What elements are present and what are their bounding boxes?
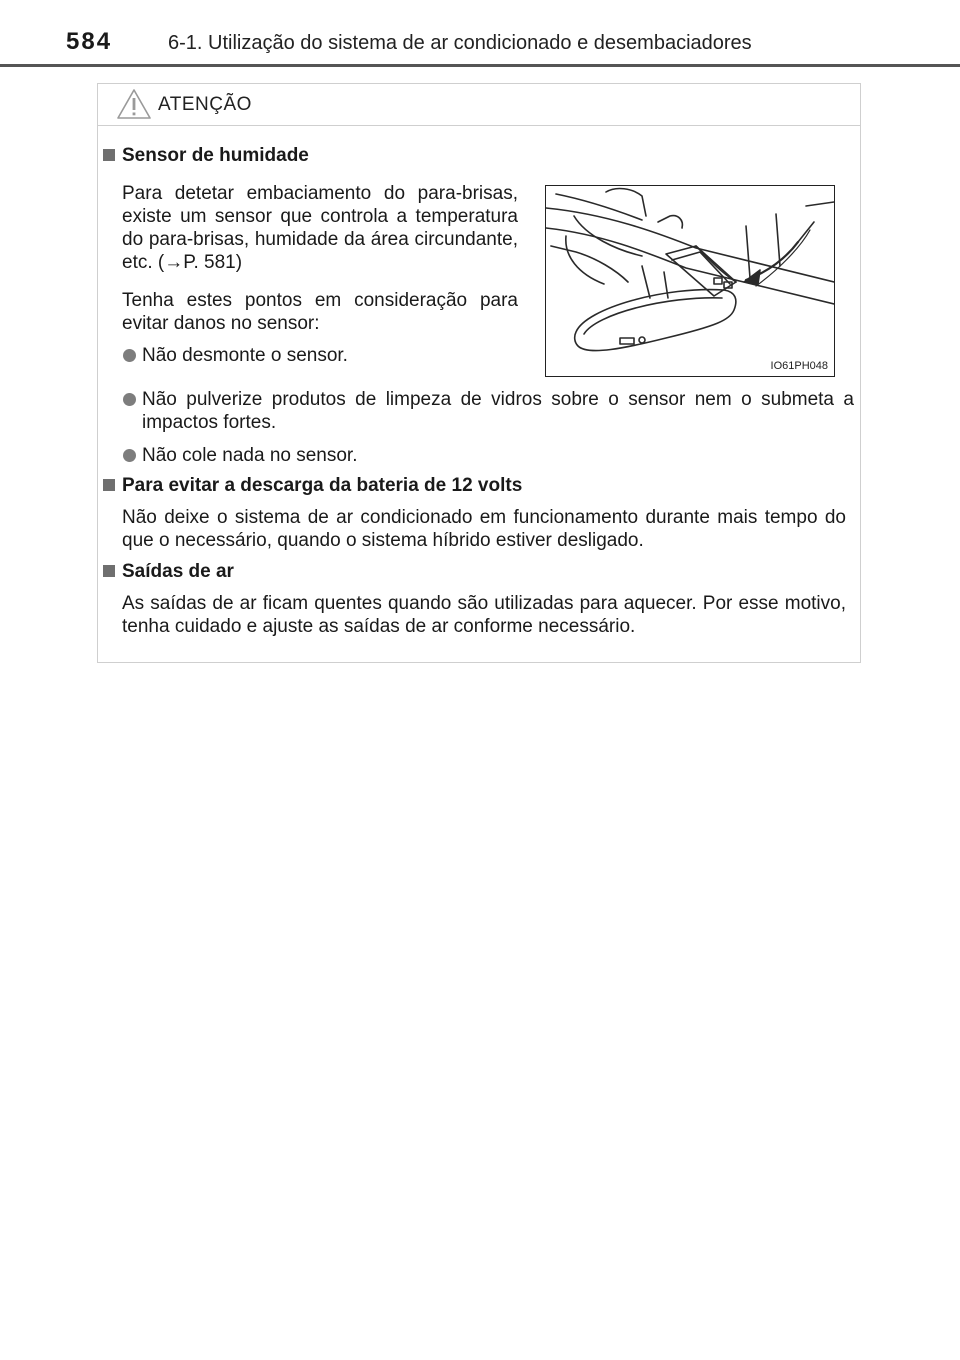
section-marker <box>103 149 115 161</box>
figure-code: IO61PH048 <box>770 360 828 372</box>
bullet-no-stickers: Não cole nada no sensor. <box>142 445 358 466</box>
bullet-icon <box>123 449 136 462</box>
paragraph-air-outlets: As saídas de ar ficam quentes quando são utilizadas para aquecer. Por esse motivo, tenha cuidado e ajuste as saídas de ar conforme necessário. <box>122 593 846 637</box>
header-rule <box>0 64 960 67</box>
page-number: 584 <box>66 28 113 55</box>
warning-triangle-icon <box>116 88 152 120</box>
page-header <box>0 0 960 68</box>
section-heading-air-outlets: Saídas de ar <box>122 561 234 582</box>
bullet-icon <box>123 393 136 406</box>
section-heading-battery: Para evitar a descarga da bateria de 12 volts <box>122 475 523 496</box>
bullet-icon <box>123 349 136 362</box>
bullet-no-spray: Não pulverize produtos de limpeza de vidros sobre o sensor nem o submeta a impactos fortes. <box>142 389 854 433</box>
section-marker <box>103 479 115 491</box>
paragraph-battery: Não deixe o sistema de ar condicionado em funcionamento durante mais tempo do que o necessário, quando o sistema híbrido estiver desligado. <box>122 507 846 551</box>
sensor-illustration <box>545 185 835 377</box>
paragraph-sensor-description: Para detetar embaciamento do para-brisas, existe um sensor que controla a temperatura do para-brisas, humidade da área circundante, etc. (→P. 581) <box>122 183 518 273</box>
section-title: 6-1. Utilização do sistema de ar condicionado e desembaciadores <box>168 32 752 54</box>
caution-label: ATENÇÃO <box>158 94 252 115</box>
caution-header <box>98 84 860 126</box>
bullet-do-not-disassemble: Não desmonte o sensor. <box>142 345 348 366</box>
section-heading-humidity-sensor: Sensor de humidade <box>122 145 309 166</box>
section-marker <box>103 565 115 577</box>
paragraph-sensor-precautions: Tenha estes pontos em consideração para evitar danos no sensor: <box>122 290 518 334</box>
windshield-sensor-drawing <box>546 186 834 376</box>
